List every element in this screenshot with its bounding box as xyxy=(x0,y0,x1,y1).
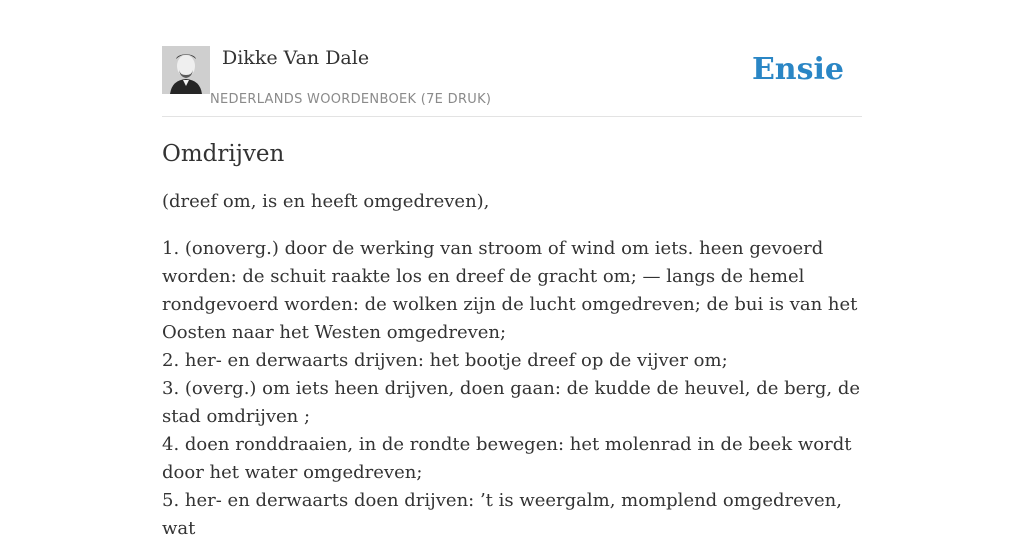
entry-summary: (dreef om, is en heeft omgedreven), xyxy=(162,191,490,212)
header xyxy=(162,46,862,117)
definition-item: 1. (onoverg.) door de werking van stroom of wind om iets. heen gevoerd worden: de schuit raakte los en dreef de gracht om; — langs de hemel rondgevoerd worden: de wolken zijn de lucht omgedreven; de bui is van het Oosten naar het Westen omgedreven; xyxy=(162,238,858,343)
definition-item: 2. her- en derwaarts drijven: het bootje dreef op de vijver om; xyxy=(162,350,728,371)
source-label[interactable]: NEDERLANDS WOORDENBOEK (7E DRUK) xyxy=(210,92,492,107)
definition-item: 5. her- en derwaarts doen drijven: ’t is weergalm, momplend omgedreven, wat xyxy=(162,490,842,539)
author-avatar[interactable] xyxy=(162,46,210,94)
entry-title: Omdrijven xyxy=(162,141,285,167)
portrait-icon xyxy=(162,46,210,94)
ensie-logo[interactable]: Ensie xyxy=(751,52,844,87)
definition-item: 3. (overg.) om iets heen drijven, doen gaan: de kudde de heuvel, de berg, de stad omdrijven ; xyxy=(162,378,861,427)
entry-content xyxy=(162,138,862,543)
author-name[interactable]: Dikke Van Dale xyxy=(222,47,370,69)
definition-list xyxy=(162,235,862,543)
definition-item: 4. doen ronddraaien, in de rondte bewegen: het molenrad in de beek wordt door het water omgedreven; xyxy=(162,434,852,483)
